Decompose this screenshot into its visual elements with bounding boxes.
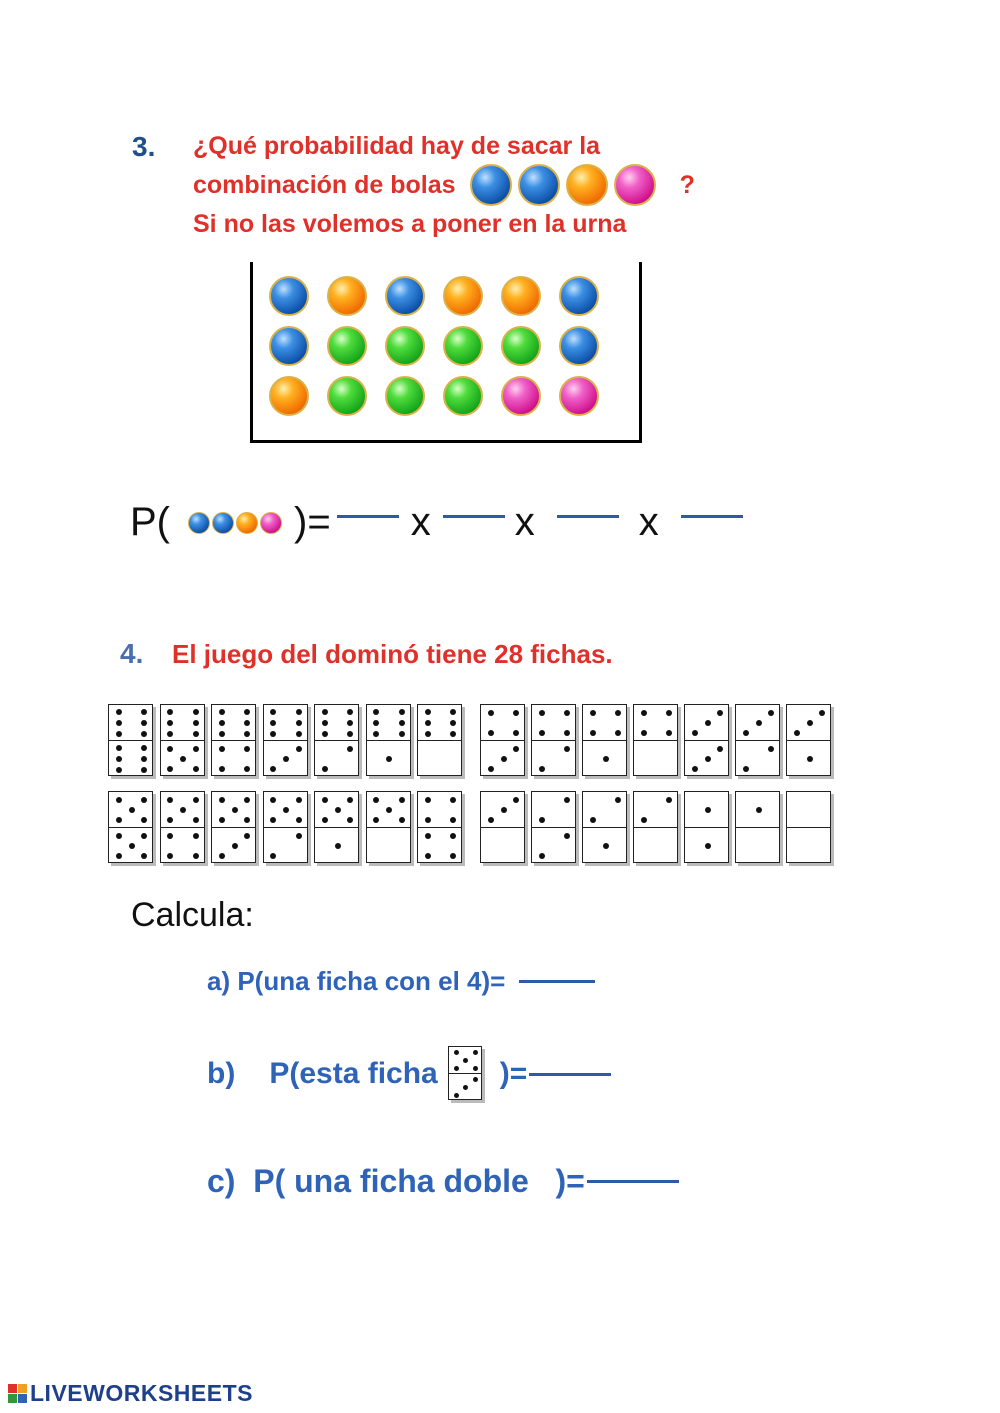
answer-blank-1[interactable] (337, 515, 399, 518)
question-mark: ? (679, 171, 695, 199)
domino-pip (539, 766, 545, 772)
domino-tile (108, 704, 153, 776)
domino-pip (322, 797, 328, 803)
domino-pip (399, 797, 405, 803)
item-a (207, 966, 595, 997)
domino-pip (141, 731, 147, 737)
domino-pip (347, 817, 353, 823)
domino-pip (116, 817, 122, 823)
domino-pip (322, 817, 328, 823)
domino-pip (180, 807, 186, 813)
blue-ball (269, 326, 309, 366)
domino-pip (768, 746, 774, 752)
domino-pip (425, 853, 431, 859)
domino-tile (211, 704, 256, 776)
domino-pip (141, 767, 147, 773)
times-sign-1: x (410, 500, 431, 544)
times-sign-2: x (514, 500, 535, 544)
domino-pip (513, 746, 519, 752)
domino-pip (641, 817, 647, 823)
domino-pip (590, 730, 596, 736)
item-a-text: a) P(una ficha con el 4)= (207, 966, 506, 996)
pink-ball (501, 376, 541, 416)
domino-tile (684, 704, 729, 776)
domino-tile (366, 704, 411, 776)
domino-tile (684, 791, 729, 863)
domino-pip (116, 720, 122, 726)
domino-pip (141, 756, 147, 762)
domino-pip (641, 730, 647, 736)
domino-pip (373, 797, 379, 803)
domino-tile (366, 791, 411, 863)
item-b-domino (448, 1046, 484, 1102)
question-line-1: ¿Qué probabilidad hay de sacar la (193, 132, 601, 160)
domino-tile (108, 791, 153, 863)
domino-tile (160, 791, 205, 863)
liveworksheets-logo (8, 1380, 253, 1407)
exercise-3-question (193, 128, 753, 242)
domino-pip (705, 756, 711, 762)
domino-pip (335, 843, 341, 849)
domino-pip (270, 709, 276, 715)
domino-pip (473, 1066, 478, 1071)
domino-pip (193, 766, 199, 772)
domino-pip (141, 720, 147, 726)
exercise-3-number: 3. (132, 131, 156, 162)
domino-pip (603, 843, 609, 849)
domino-pip (180, 756, 186, 762)
domino-pip (219, 746, 225, 752)
domino-pip (807, 720, 813, 726)
domino-tile (531, 791, 576, 863)
domino-pip (539, 710, 545, 716)
domino-pip (463, 1085, 468, 1090)
question-line-2-text: combinación de bolas (193, 171, 456, 199)
domino-pip (425, 709, 431, 715)
logo-icon (8, 1384, 27, 1403)
domino-pip (116, 833, 122, 839)
domino-pip (232, 843, 238, 849)
domino-pip (232, 807, 238, 813)
domino-pip (347, 731, 353, 737)
domino-pip (244, 766, 250, 772)
domino-pip (219, 731, 225, 737)
domino-pip (564, 797, 570, 803)
domino-pip (564, 730, 570, 736)
domino-pip (756, 720, 762, 726)
domino-pip (450, 720, 456, 726)
domino-pip (425, 817, 431, 823)
domino-pip (167, 766, 173, 772)
domino-tile (263, 791, 308, 863)
domino-pip (296, 720, 302, 726)
domino-pip (270, 731, 276, 737)
domino-pip (488, 817, 494, 823)
orange-ball (327, 276, 367, 316)
domino-pip (283, 807, 289, 813)
domino-tile (211, 791, 256, 863)
blue-ball (269, 276, 309, 316)
domino-pip (615, 710, 621, 716)
domino-pip (488, 766, 494, 772)
domino-pip (386, 756, 392, 762)
domino-pip (454, 1050, 459, 1055)
domino-pip (141, 817, 147, 823)
item-b-answer-blank[interactable] (529, 1073, 611, 1076)
domino-pip (666, 797, 672, 803)
domino-tile (448, 1046, 482, 1100)
domino-pip (141, 853, 147, 859)
domino-pip (167, 797, 173, 803)
domino-tile (314, 704, 359, 776)
domino-tile (480, 704, 525, 776)
domino-pip (244, 833, 250, 839)
domino-pip (335, 807, 341, 813)
domino-pip (488, 710, 494, 716)
domino-pip (399, 720, 405, 726)
domino-tile (480, 791, 525, 863)
domino-pip (296, 833, 302, 839)
combination-balls (470, 164, 656, 206)
domino-pip (116, 767, 122, 773)
domino-tile (786, 704, 831, 776)
green-ball (443, 326, 483, 366)
domino-pip (244, 746, 250, 752)
domino-pip (615, 730, 621, 736)
domino-pip (193, 853, 199, 859)
green-ball (501, 326, 541, 366)
blue-ball (188, 512, 210, 534)
domino-pip (244, 720, 250, 726)
answer-blank-4[interactable] (681, 515, 743, 518)
item-c (207, 1163, 679, 1200)
domino-pip (743, 730, 749, 736)
domino-pip (450, 709, 456, 715)
formula-prefix: P( (130, 500, 170, 544)
exercise-4-title: El juego del dominó tiene 28 fichas. (172, 639, 613, 669)
domino-pip (373, 731, 379, 737)
domino-pip (794, 730, 800, 736)
domino-pip (296, 817, 302, 823)
probability-formula (130, 500, 743, 545)
domino-pip (450, 853, 456, 859)
domino-pip (692, 766, 698, 772)
domino-pip (219, 853, 225, 859)
domino-pip (270, 720, 276, 726)
domino-pip (705, 807, 711, 813)
domino-pip (450, 833, 456, 839)
domino-pip (219, 766, 225, 772)
domino-pip (167, 720, 173, 726)
domino-pip (116, 745, 122, 751)
domino-pip (819, 710, 825, 716)
urn (250, 262, 642, 443)
domino-pip (399, 709, 405, 715)
domino-tile (417, 791, 462, 863)
domino-pip (373, 709, 379, 715)
answer-blank-3[interactable] (557, 515, 619, 518)
domino-tile (633, 704, 678, 776)
item-c-answer-blank[interactable] (587, 1180, 679, 1183)
pink-ball (559, 376, 599, 416)
domino-pip (717, 746, 723, 752)
blue-ball (385, 276, 425, 316)
domino-pip (141, 833, 147, 839)
domino-pip (296, 797, 302, 803)
domino-pip (347, 720, 353, 726)
domino-pip (244, 731, 250, 737)
domino-pip (450, 731, 456, 737)
domino-pip (116, 731, 122, 737)
domino-pip (705, 843, 711, 849)
domino-pip (296, 709, 302, 715)
domino-tile (160, 704, 205, 776)
domino-pip (756, 807, 762, 813)
domino-pip (283, 756, 289, 762)
domino-pip (244, 797, 250, 803)
green-ball (327, 376, 367, 416)
domino-pip (193, 746, 199, 752)
domino-pip (219, 797, 225, 803)
domino-pip (666, 730, 672, 736)
domino-pip (167, 833, 173, 839)
green-ball (327, 326, 367, 366)
domino-pip (116, 709, 122, 715)
domino-pip (705, 720, 711, 726)
domino-pip (193, 720, 199, 726)
domino-pip (322, 720, 328, 726)
domino-pip (116, 756, 122, 762)
blue-ball (559, 276, 599, 316)
domino-pip (270, 817, 276, 823)
domino-pip (454, 1066, 459, 1071)
logo-text: LIVEWORKSHEETS (30, 1380, 253, 1406)
domino-pip (193, 817, 199, 823)
domino-pip (129, 843, 135, 849)
domino-pip (129, 807, 135, 813)
domino-pip (219, 720, 225, 726)
green-ball (385, 326, 425, 366)
domino-pip (717, 710, 723, 716)
pink-ball (260, 512, 282, 534)
domino-pip (743, 766, 749, 772)
domino-pip (807, 756, 813, 762)
domino-pip (513, 797, 519, 803)
domino-tile (531, 704, 576, 776)
green-ball (443, 376, 483, 416)
orange-ball (501, 276, 541, 316)
domino-pip (322, 766, 328, 772)
domino-pip (564, 746, 570, 752)
domino-pip (590, 710, 596, 716)
domino-pip (590, 817, 596, 823)
domino-pip (141, 797, 147, 803)
domino-pip (244, 817, 250, 823)
domino-pip (603, 756, 609, 762)
domino-tile (417, 704, 462, 776)
domino-tile (582, 791, 627, 863)
domino-pip (270, 766, 276, 772)
calcula-label: Calcula: (131, 896, 254, 934)
domino-pip (347, 709, 353, 715)
domino-pip (193, 731, 199, 737)
blue-ball (470, 164, 512, 206)
times-sign-3: x (638, 500, 659, 544)
domino-pip (539, 853, 545, 859)
domino-pip (219, 709, 225, 715)
domino-pip (501, 756, 507, 762)
domino-tile (582, 704, 627, 776)
item-b-text: P(esta ficha (269, 1057, 438, 1090)
domino-pip (399, 731, 405, 737)
domino-pip (167, 853, 173, 859)
domino-pip (463, 1058, 468, 1063)
domino-pip (692, 730, 698, 736)
domino-pip (296, 731, 302, 737)
pink-ball (614, 164, 656, 206)
formula-balls (188, 512, 282, 534)
domino-pip (167, 817, 173, 823)
blue-ball (518, 164, 560, 206)
question-line-2 (193, 164, 753, 206)
domino-tile (263, 704, 308, 776)
blue-ball (559, 326, 599, 366)
domino-pip (373, 720, 379, 726)
domino-tile (633, 791, 678, 863)
formula-close: )= (294, 500, 331, 544)
domino-pip (539, 730, 545, 736)
domino-pip (450, 797, 456, 803)
domino-pip (193, 833, 199, 839)
domino-pip (501, 807, 507, 813)
domino-pip (539, 817, 545, 823)
domino-pip (193, 797, 199, 803)
domino-tile (314, 791, 359, 863)
domino-pip (425, 720, 431, 726)
domino-pip (473, 1050, 478, 1055)
domino-pip (193, 709, 199, 715)
orange-ball (269, 376, 309, 416)
domino-pip (399, 817, 405, 823)
domino-pip (219, 817, 225, 823)
urn-balls (269, 276, 599, 416)
domino-pip (425, 797, 431, 803)
domino-pip (116, 853, 122, 859)
domino-pip (666, 710, 672, 716)
orange-ball (566, 164, 608, 206)
exercise-4-number: 4. (120, 638, 144, 669)
orange-ball (236, 512, 258, 534)
domino-pip (386, 807, 392, 813)
orange-ball (443, 276, 483, 316)
domino-pip (347, 797, 353, 803)
question-line-3: Si no las volemos a poner en la urna (193, 210, 627, 238)
item-c-text: c) P( una ficha doble )= (207, 1163, 585, 1199)
domino-pip (167, 731, 173, 737)
domino-pip (244, 709, 250, 715)
domino-pip (513, 710, 519, 716)
domino-pip (322, 709, 328, 715)
item-b-label: b) (207, 1057, 236, 1090)
domino-pip (270, 853, 276, 859)
green-ball (385, 376, 425, 416)
domino-pip (322, 731, 328, 737)
blue-ball (212, 512, 234, 534)
domino-pip (488, 730, 494, 736)
domino-pip (454, 1093, 459, 1098)
domino-pip (641, 710, 647, 716)
item-a-answer-blank[interactable] (519, 980, 595, 983)
domino-pip (768, 710, 774, 716)
domino-pip (141, 745, 147, 751)
answer-blank-2[interactable] (443, 515, 505, 518)
item-b (207, 1046, 611, 1102)
domino-pip (116, 797, 122, 803)
domino-pip (564, 833, 570, 839)
domino-pip (450, 817, 456, 823)
domino-pip (141, 709, 147, 715)
domino-tile (735, 791, 780, 863)
item-b-close: )= (499, 1057, 528, 1090)
domino-pip (296, 746, 302, 752)
domino-pip (564, 710, 570, 716)
domino-pip (167, 709, 173, 715)
domino-pip (373, 817, 379, 823)
domino-pip (425, 833, 431, 839)
domino-pip (473, 1077, 478, 1082)
domino-pip (513, 730, 519, 736)
domino-tile (735, 704, 780, 776)
domino-pip (425, 731, 431, 737)
domino-pip (270, 797, 276, 803)
domino-pip (167, 746, 173, 752)
domino-pip (615, 797, 621, 803)
domino-pip (347, 746, 353, 752)
domino-tile (786, 791, 831, 863)
